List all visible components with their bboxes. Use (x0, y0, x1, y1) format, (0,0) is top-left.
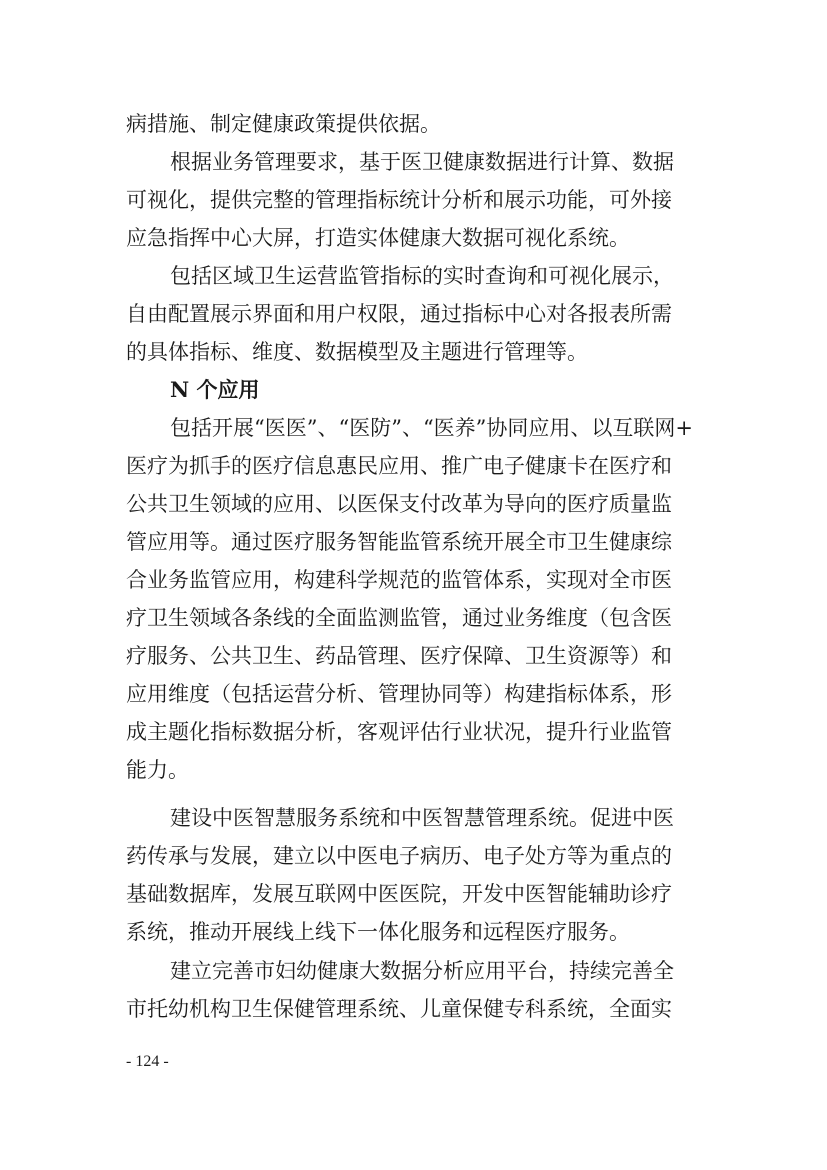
paragraph-line: 系统，推动开展线上线下一体化服务和远程医疗服务。 (126, 920, 630, 944)
paragraph-line: 建立完善市妇幼健康大数据分析应用平台，持续完善全 (170, 959, 674, 983)
paragraph-line: 根据业务管理要求，基于医卫健康数据进行计算、数据 (170, 150, 674, 174)
paragraph-line: 应急指挥中心大屏，打造实体健康大数据可视化系统。 (126, 226, 630, 250)
paragraph-line: 能力。 (126, 758, 189, 782)
paragraph-line: 包括区域卫生运营监管指标的实时查询和可视化展示， (170, 264, 674, 288)
paragraph-line: 应用维度（包括运营分析、管理协同等）构建指标体系，形 (126, 682, 672, 706)
paragraph-line: 管应用等。通过医疗服务智能监管系统开展全市卫生健康综 (126, 530, 672, 554)
paragraph-line: 成主题化指标数据分析，客观评估行业状况，提升行业监管 (126, 720, 672, 744)
section-heading: N 个应用 (170, 377, 260, 402)
paragraph-line: 合业务监管应用，构建科学规范的监管体系，实现对全市医 (126, 568, 672, 592)
paragraph-line: 建设中医智慧服务系统和中医智慧管理系统。促进中医 (170, 806, 674, 830)
paragraph-line: 医疗为抓手的医疗信息惠民应用、推广电子健康卡在医疗和 (126, 454, 672, 478)
paragraph-line: 市托幼机构卫生保健管理系统、儿童保健专科系统，全面实 (126, 997, 672, 1021)
paragraph-line: 自由配置展示界面和用户权限，通过指标中心对各报表所需 (126, 302, 672, 326)
paragraph-line: 疗卫生领域各条线的全面监测监管，通过业务维度（包含医 (126, 606, 672, 630)
paragraph-line: 基础数据库，发展互联网中医医院，开发中医智能辅助诊疗 (126, 882, 672, 906)
paragraph-line: 可视化，提供完整的管理指标统计分析和展示功能，可外接 (126, 188, 672, 212)
paragraph-line: 公共卫生领域的应用、以医保支付改革为导向的医疗质量监 (126, 492, 672, 516)
paragraph-line: 疗服务、公共卫生、药品管理、医疗保障、卫生资源等）和 (126, 644, 672, 668)
paragraph-line: 药传承与发展，建立以中医电子病历、电子处方等为重点的 (126, 844, 672, 868)
page-number: - 124 - (126, 1053, 169, 1070)
paragraph-line: 的具体指标、维度、数据模型及主题进行管理等。 (126, 340, 588, 364)
paragraph-line: 病措施、制定健康政策提供依据。 (126, 112, 441, 136)
paragraph-line: 包括开展“医医”、“医防”、“医养”协同应用、以互联网+ (170, 416, 694, 440)
